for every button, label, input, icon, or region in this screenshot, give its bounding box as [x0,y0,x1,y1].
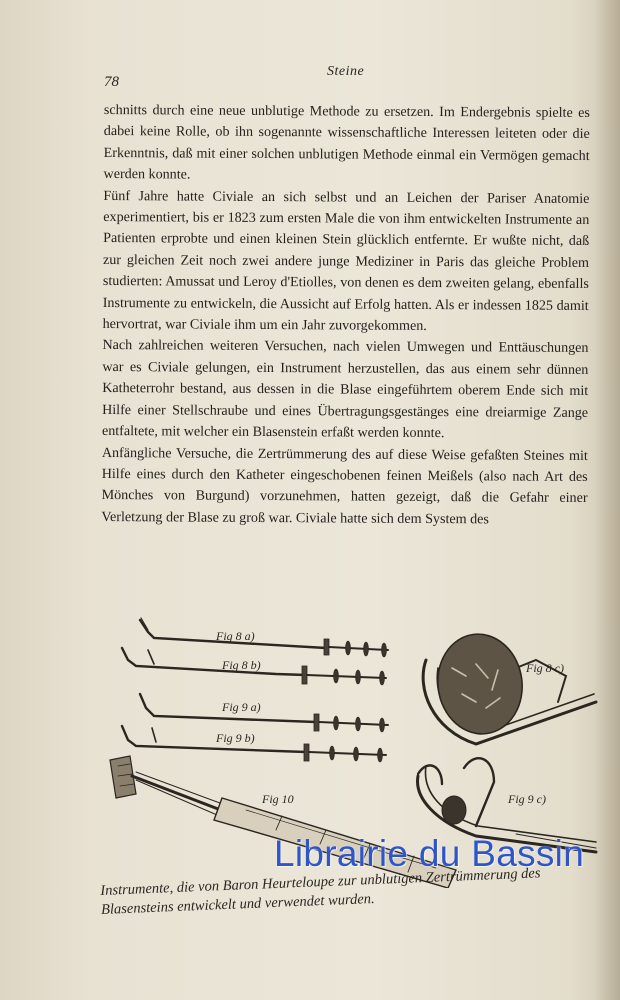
fig9a-label: Fig 9 a) [222,700,261,714]
paragraph: Anfängliche Versuche, die Zertrümmerung des auf diese Weise gefaßten Steines mit Hilfe eines durch den Katheter eingeschobenen feinen Meißels (also nach Art des Mönches von Burgund) vorzunehmen, hatten gezeigt, daß die Gefahr einer Verletzung der Blase zu groß war. Civiale hatte sich dem System des [101,444,588,528]
stone-in-forceps-fig8c [423,629,596,744]
instrument-fig9a [140,694,388,732]
fig10-label: Fig 10 [262,792,294,806]
fig8a-label: Fig 8 a) [216,629,255,643]
running-title: Steine [327,64,365,79]
paragraph: schnitts durch eine neue unblutige Methode zu ersetzen. Im Endergebnis spielte es dabei keine Rolle, ob ihn sogenannte wissenschaftliche Interessen leiteten oder die Erkenntnis, daß mit einer solchen unblutigen Methode einmal ein Vermögen gemacht werden konnte. [103,101,590,183]
fig8b-label: Fig 8 b) [222,658,261,672]
figure-caption: Instrumente, die von Baron Heurteloupe zur unblutigen Zertrümmerung des Blasensteins entwickelt und verwendet wurden. [100,865,541,918]
page-number: 78 [104,74,119,90]
paragraph: Fünf Jahre hatte Civiale an sich selbst und an Leichen der Pariser Anatomie experimentiert, bis er 1823 zum ersten Male die von ihm entwickelten Instrumente an Patienten erprobte und einen kleinen Stein glücklich entfernte. Er wußte nicht, daß zur gleichen Zeit noch zwei andere junge Mediziner in Paris das gleiche Problem studierten: Amussat und Leroy d'Etiolles, von denen es dem zweiten gelang, ebenfalls Instrumente zu entwickeln, die Aussicht auf Erfolg hatten. Als er indessen 1825 damit hervortrat, war Civiale ihm um ein Jahr zuvorgekommen. [102,187,590,335]
fig8c-label: Fig 8 c) [526,661,564,675]
instrument-fig8a [140,618,388,657]
watermark-text: Librairie du Bassin [274,833,585,874]
body-text [101,100,590,531]
fig9b-label: Fig 9 b) [216,731,255,745]
fig9c-label: Fig 9 c) [508,792,546,806]
paragraph: Nach zahlreichen weiteren Versuchen, nach vielen Umwegen und Enttäuschungen war es Civiale gelungen, ein Instrument herzustellen, das aus einem sehr dünnen Katheterrohr bestand, aus dessen in die Blase eingeführtem oberem Ende sich mit Hilfe einer Stellschraube und eines Übertragungsgestänges eine dreiarmige Zange entfaltete, mit welcher ein Blasenstein erfaßt werden konnte. [101,337,589,442]
